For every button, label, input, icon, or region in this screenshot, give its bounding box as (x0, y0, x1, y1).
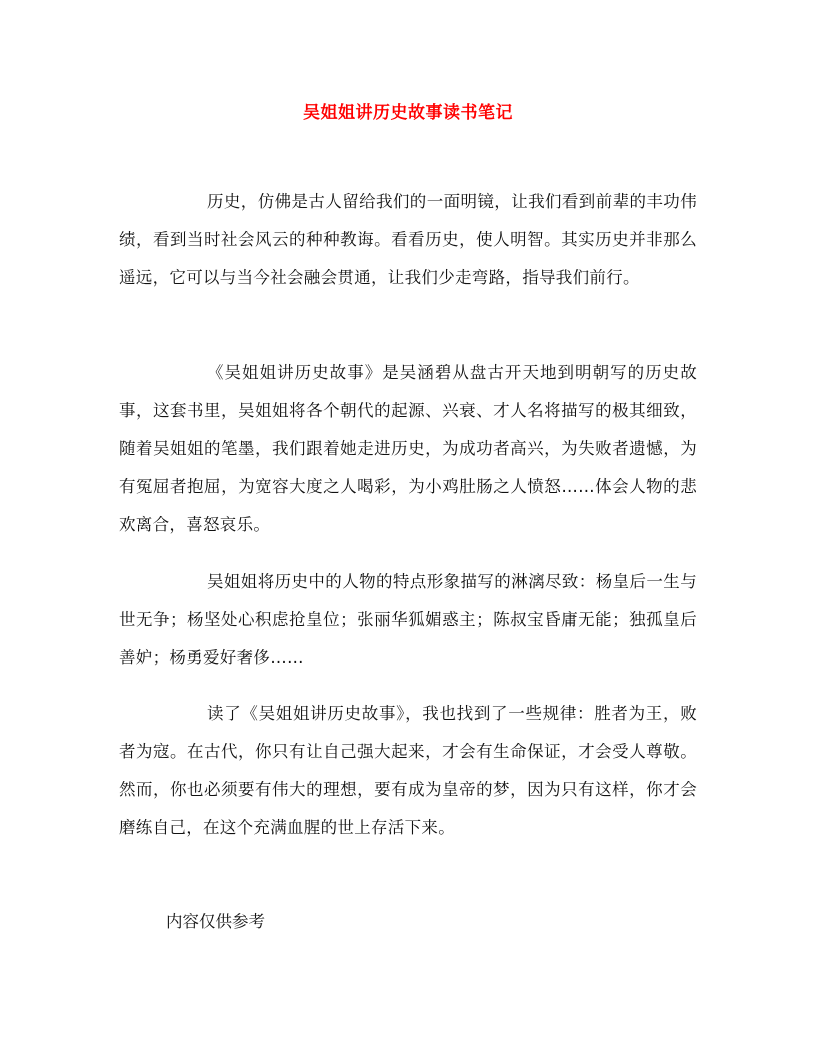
paragraph-1: 历史，仿佛是古人留给我们的一面明镜，让我们看到前辈的丰功伟绩，看到当时社会风云的种种教诲。看看历史，使人明智。其实历史并非那么遥远，它可以与当今社会融会贯通，让我们少走弯路，指导我们前行。 (119, 192, 697, 287)
paragraph-4: 读了《吴姐姐讲历史故事》，我也找到了一些规律：胜者为王，败者为寇。在古代，你只有让自己强大起来，才会有生命保证，才会受人尊敬。然而，你也必须要有伟大的理想，要有成为皇帝的梦，因为只有这样，你才会磨练自己，在这个充满血腥的世上存活下来。 (119, 704, 697, 837)
reference-note: 内容仅供参考 (166, 912, 265, 931)
paragraph-3: 吴姐姐将历史中的人物的特点形象描写的淋漓尽致：杨皇后一生与世无争；杨坚处心积虑抢皇位；张丽华狐媚惑主；陈叔宝昏庸无能；独孤皇后善妒；杨勇爱好奢侈…… (119, 572, 697, 667)
paragraph-2: 《吴姐姐讲历史故事》是吴涵碧从盘古开天地到明朝写的历史故事，这套书里，吴姐姐将各个朝代的起源、兴衰、才人名将描写的极其细致，随着吴姐姐的笔墨，我们跟着她走进历史，为成功者高兴，为失败者遗憾，为有冤屈者抱屈，为宽容大度之人喝彩，为小鸡肚肠之人愤怒……体会人物的悲欢离合，喜怒哀乐。 (119, 363, 697, 534)
document-title: 吴姐姐讲历史故事读书笔记 (303, 103, 513, 123)
